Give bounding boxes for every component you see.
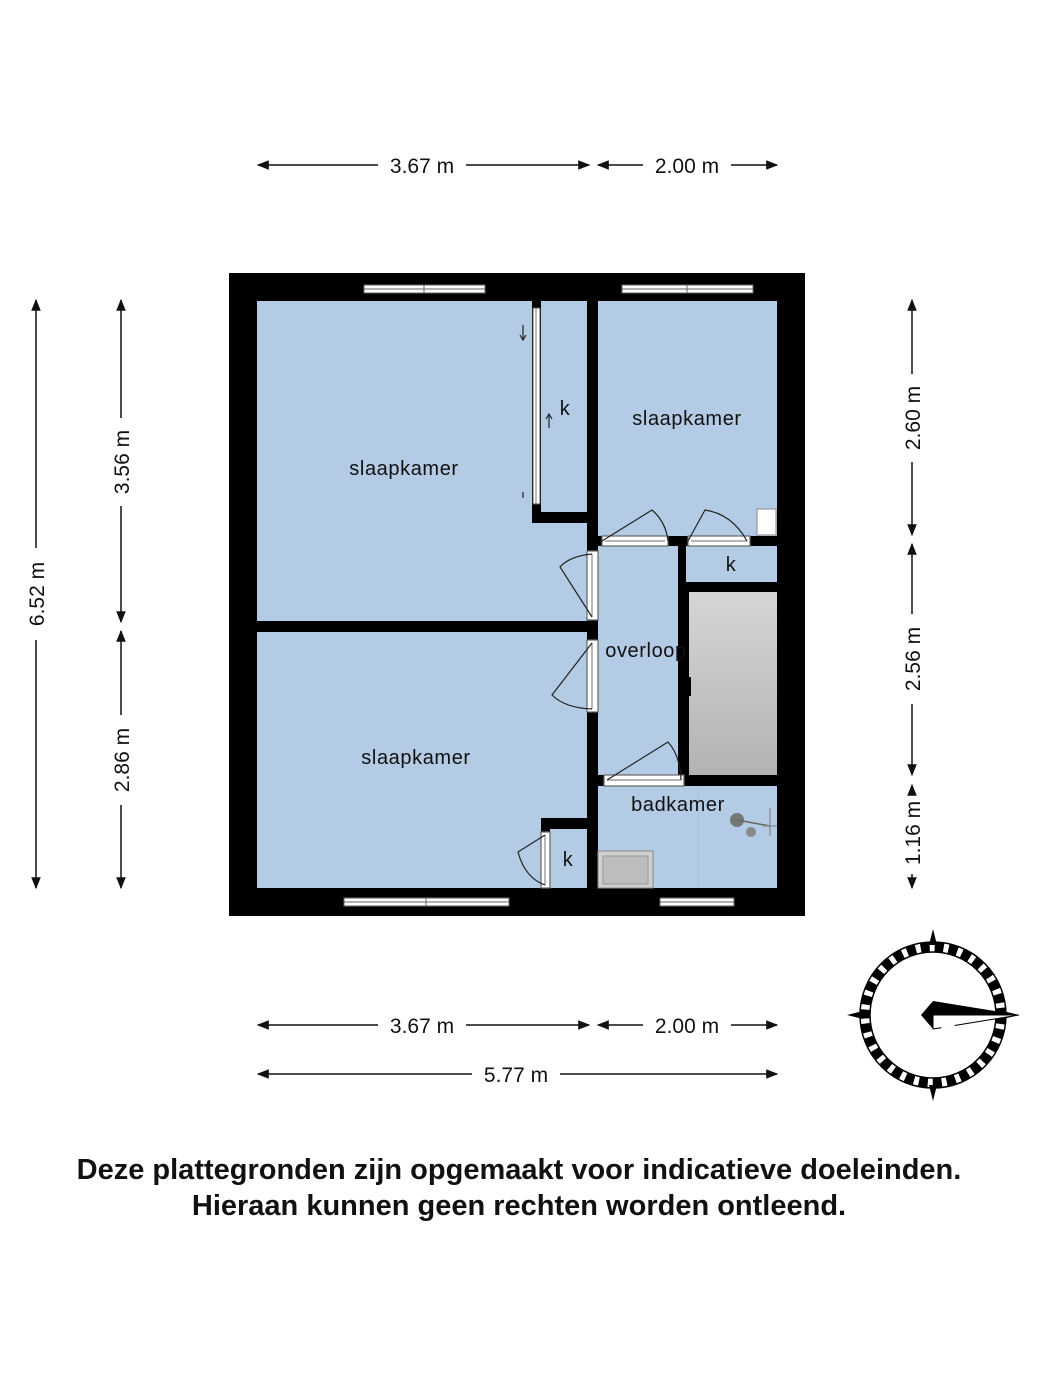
dim-left-lower: 2.86 m [111,727,134,793]
dim-bottom-right: 2.00 m [654,1015,720,1038]
dim-left-upper: 3.56 m [111,429,134,495]
dim-top-left: 3.67 m [389,155,455,178]
label-bedroom-bottom: slaapkamer [361,747,471,769]
dim-right-middle: 2.56 m [902,626,925,692]
dim-top-right: 2.00 m [654,155,720,178]
label-closet-bottom: k [562,849,574,871]
label-bedroom-small: slaapkamer [632,408,742,430]
shower-drain-icon [746,827,756,837]
label-bathroom: badkamer [631,794,725,816]
dim-bottom-total: 5.77 m [483,1064,549,1087]
disclaimer-line-1: Deze plattegronden zijn opgemaakt voor indicatieve doeleinden. [76,1154,962,1186]
compass-north-letter: N [936,1014,958,1030]
dim-right-upper: 2.60 m [902,385,925,451]
label-closet-top: k [559,398,571,420]
label-bedroom-large: slaapkamer [349,458,459,480]
dim-bottom-left: 3.67 m [389,1015,455,1038]
label-landing: overloop [605,640,687,662]
label-closet-middle: k [725,554,737,576]
dim-right-lower: 1.16 m [902,800,925,866]
stair-newel [683,677,691,696]
disclaimer-line-2: Hieraan kunnen geen rechten worden ontleend. [191,1190,847,1222]
stairs [689,592,777,775]
dim-left-total: 6.52 m [26,561,49,627]
compass-icon [847,929,1019,1101]
disclaimer [0,1152,1038,1224]
